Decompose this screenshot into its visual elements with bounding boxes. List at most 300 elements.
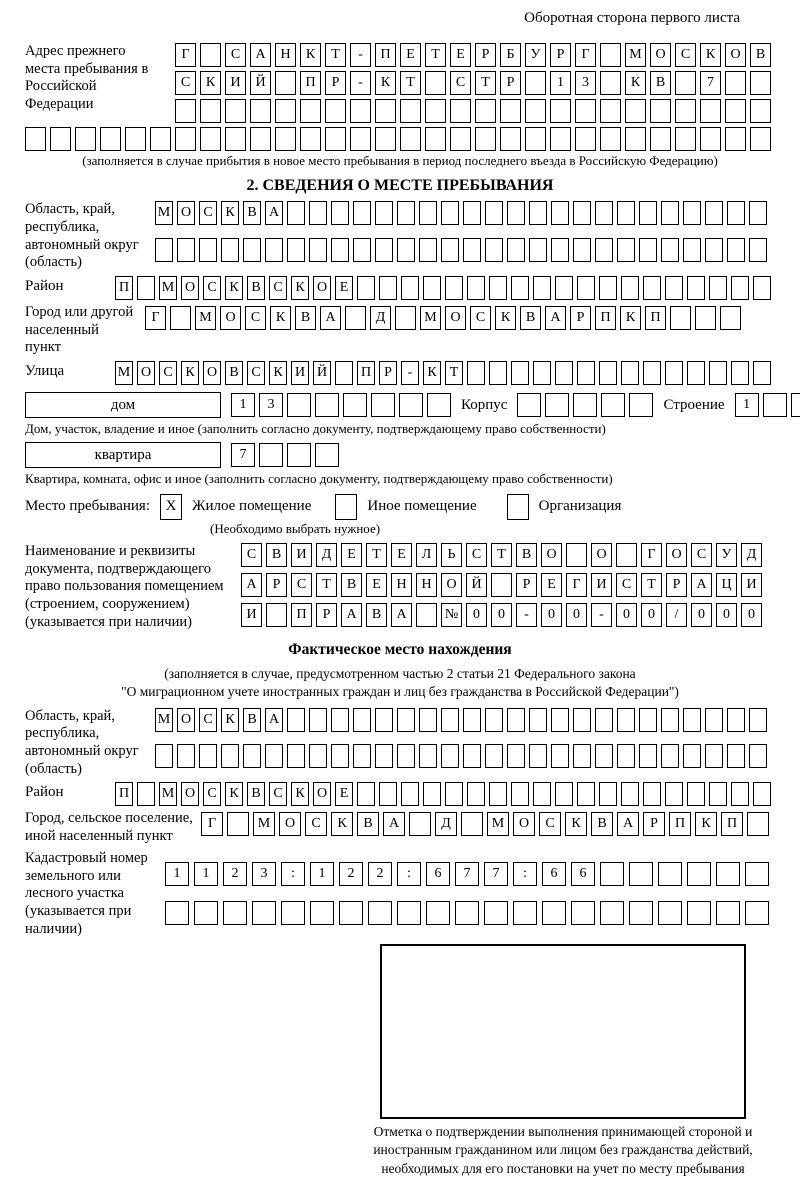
char-cell xyxy=(194,901,218,925)
char-cell xyxy=(700,99,721,123)
char-cell xyxy=(419,201,437,225)
korpus-row xyxy=(517,393,653,417)
checkbox-organization[interactable] xyxy=(507,494,529,520)
char-cell xyxy=(533,782,551,806)
char-cell: С xyxy=(450,71,471,95)
char-cell: 2 xyxy=(339,862,363,886)
char-cell xyxy=(525,127,546,151)
char-cell xyxy=(600,862,624,886)
char-cell: Т xyxy=(400,71,421,95)
char-cell xyxy=(727,708,745,732)
char-cell: Е xyxy=(400,43,421,67)
char-cell xyxy=(661,708,679,732)
char-cell xyxy=(357,276,375,300)
char-cell xyxy=(683,744,701,768)
char-cell xyxy=(243,744,261,768)
char-cell xyxy=(155,744,173,768)
char-cell xyxy=(375,99,396,123)
char-cell: П xyxy=(645,306,666,330)
char-cell: А xyxy=(391,603,412,627)
char-cell xyxy=(252,901,276,925)
char-cell xyxy=(275,99,296,123)
char-cell xyxy=(199,238,217,262)
char-cell xyxy=(339,901,363,925)
char-cell xyxy=(709,361,727,385)
char-cell xyxy=(709,782,727,806)
cadastral-label: Кадастровый номер земельного или лесного участка (указывается при наличии) xyxy=(25,849,148,937)
region-row-2 xyxy=(155,238,775,270)
char-cell xyxy=(577,361,595,385)
char-cell xyxy=(545,393,569,417)
char-cell xyxy=(500,127,521,151)
cadastral-row-2 xyxy=(165,901,775,936)
char-cell xyxy=(687,276,705,300)
char-cell xyxy=(475,99,496,123)
char-cell: К xyxy=(291,782,309,806)
street-row xyxy=(115,361,771,385)
char-cell: С xyxy=(199,708,217,732)
char-cell: К xyxy=(181,361,199,385)
char-cell xyxy=(575,99,596,123)
previous-address-row-2 xyxy=(175,71,775,95)
char-cell xyxy=(287,393,311,417)
char-cell xyxy=(450,99,471,123)
char-cell: К xyxy=(700,43,721,67)
char-cell: Н xyxy=(416,573,437,597)
previous-address-row-1 xyxy=(175,43,775,67)
char-cell xyxy=(485,201,503,225)
char-cell xyxy=(687,361,705,385)
char-cell xyxy=(287,238,305,262)
char-cell: - xyxy=(516,603,537,627)
char-cell xyxy=(600,43,621,67)
char-cell xyxy=(243,238,261,262)
char-cell xyxy=(353,744,371,768)
char-cell xyxy=(687,862,711,886)
actual-location-caption-2: "О миграционном учете иностранных граждан и лиц без гражданства в Российской Федерации") xyxy=(121,684,679,700)
char-cell xyxy=(426,901,450,925)
char-cell xyxy=(525,71,546,95)
char-cell: В xyxy=(341,573,362,597)
char-cell: С xyxy=(203,782,221,806)
char-cell xyxy=(629,393,653,417)
previous-address-label: Адрес прежнего места пребывания в Российской Федерации xyxy=(25,43,149,113)
char-cell xyxy=(639,744,657,768)
char-cell: Р xyxy=(516,573,537,597)
char-cell xyxy=(461,812,483,836)
char-cell xyxy=(357,782,375,806)
document-row-3 xyxy=(241,603,775,629)
char-cell: Г xyxy=(566,573,587,597)
char-cell xyxy=(275,71,296,95)
char-cell: Е xyxy=(335,782,353,806)
char-cell xyxy=(555,782,573,806)
char-cell: О xyxy=(177,708,195,732)
char-cell xyxy=(455,901,479,925)
char-cell: П xyxy=(291,603,312,627)
actual-district-label: Район xyxy=(25,784,64,801)
stamp-caption: Отметка о подтверждении выполнения принимающей стороной и иностранным гражданином или лицом без гражданства действий, необходимых для его постановки на учет по месту пребывания xyxy=(373,1124,753,1176)
char-cell xyxy=(525,99,546,123)
char-cell xyxy=(463,201,481,225)
char-cell: М xyxy=(159,276,177,300)
char-cell xyxy=(517,393,541,417)
char-cell xyxy=(727,201,745,225)
char-cell: А xyxy=(545,306,566,330)
char-cell: А xyxy=(320,306,341,330)
char-cell xyxy=(577,276,595,300)
char-cell xyxy=(625,99,646,123)
char-cell xyxy=(397,238,415,262)
char-cell xyxy=(725,127,746,151)
char-cell: С xyxy=(175,71,196,95)
char-cell xyxy=(177,238,195,262)
section2-title: 2. СВЕДЕНИЯ О МЕСТЕ ПРЕБЫВАНИЯ xyxy=(246,177,554,195)
char-cell xyxy=(621,782,639,806)
char-cell: Е xyxy=(341,543,362,567)
char-cell: О xyxy=(513,812,535,836)
stroenie-row xyxy=(735,393,800,417)
char-cell: 6 xyxy=(426,862,450,886)
char-cell xyxy=(750,99,771,123)
city-row xyxy=(145,306,741,330)
char-cell: С xyxy=(225,43,246,67)
char-cell xyxy=(507,238,525,262)
char-cell: 7 xyxy=(484,862,508,886)
char-cell xyxy=(441,744,459,768)
char-cell xyxy=(467,782,485,806)
char-cell: Т xyxy=(641,573,662,597)
char-cell xyxy=(345,306,366,330)
char-cell xyxy=(665,361,683,385)
region-row-1 xyxy=(155,201,775,233)
district-label: Район xyxy=(25,278,64,294)
char-cell: В xyxy=(366,603,387,627)
char-cell: М xyxy=(420,306,441,330)
char-cell xyxy=(419,744,437,768)
char-cell xyxy=(353,708,371,732)
char-cell: И xyxy=(741,573,762,597)
char-cell xyxy=(259,443,283,467)
actual-region-block xyxy=(25,706,775,779)
char-cell xyxy=(401,782,419,806)
char-cell xyxy=(225,127,246,151)
document-row-2 xyxy=(241,573,775,599)
actual-district-block xyxy=(25,780,775,808)
previous-address-caption: (заполняется в случае прибытия в новое место пребывания в период последнего въезда в Российскую Федерацию) xyxy=(82,153,718,168)
char-cell: 2 xyxy=(223,862,247,886)
char-cell xyxy=(661,238,679,262)
char-cell: С xyxy=(269,276,287,300)
char-cell xyxy=(416,603,437,627)
char-cell xyxy=(423,782,441,806)
char-cell xyxy=(427,393,451,417)
char-cell: 1 xyxy=(735,393,759,417)
char-cell: В xyxy=(243,201,261,225)
char-cell xyxy=(753,782,771,806)
char-cell xyxy=(300,99,321,123)
char-cell: К xyxy=(291,276,309,300)
char-cell: Т xyxy=(475,71,496,95)
char-cell xyxy=(275,127,296,151)
char-cell xyxy=(747,812,769,836)
char-cell xyxy=(643,782,661,806)
actual-city-row xyxy=(201,812,769,836)
house-block xyxy=(25,391,775,419)
actual-region-row-2 xyxy=(155,744,775,776)
char-cell xyxy=(617,708,635,732)
char-cell: М xyxy=(625,43,646,67)
char-cell xyxy=(513,901,537,925)
char-cell: Е xyxy=(366,573,387,597)
stay-type-caption: (Необходимо выбрать нужное) xyxy=(210,520,381,536)
char-cell: Т xyxy=(316,573,337,597)
actual-region-row-1 xyxy=(155,708,775,740)
char-cell xyxy=(175,99,196,123)
char-cell: 1 xyxy=(231,393,255,417)
char-cell xyxy=(419,708,437,732)
char-cell xyxy=(200,99,221,123)
char-cell xyxy=(467,361,485,385)
char-cell xyxy=(731,361,749,385)
char-cell xyxy=(577,782,595,806)
char-cell xyxy=(529,744,547,768)
char-cell xyxy=(399,393,423,417)
char-cell xyxy=(125,127,146,151)
char-cell xyxy=(250,127,271,151)
char-cell: Б xyxy=(500,43,521,67)
char-cell xyxy=(75,127,96,151)
char-cell: К xyxy=(221,708,239,732)
char-cell: 1 xyxy=(194,862,218,886)
char-cell: С xyxy=(466,543,487,567)
char-cell xyxy=(675,99,696,123)
char-cell xyxy=(745,901,769,925)
stamp-box xyxy=(380,944,746,1119)
char-cell: Й xyxy=(313,361,331,385)
char-cell xyxy=(705,744,723,768)
char-cell: В xyxy=(650,71,671,95)
char-cell: С xyxy=(616,573,637,597)
char-cell xyxy=(343,393,367,417)
char-cell xyxy=(379,276,397,300)
char-cell xyxy=(599,276,617,300)
char-cell: В xyxy=(591,812,613,836)
char-cell: 0 xyxy=(491,603,512,627)
char-cell xyxy=(371,393,395,417)
char-cell xyxy=(331,708,349,732)
char-cell xyxy=(716,901,740,925)
char-cell xyxy=(309,201,327,225)
char-cell: О xyxy=(181,782,199,806)
char-cell: К xyxy=(423,361,441,385)
char-cell xyxy=(529,708,547,732)
char-cell: Р xyxy=(500,71,521,95)
char-cell: П xyxy=(375,43,396,67)
char-cell: В xyxy=(750,43,771,67)
document-label: Наименование и реквизиты документа, подтверждающего право пользования помещением (строением, сооружением) (указывается при наличии) xyxy=(25,542,224,630)
actual-city-label: Город, сельское поселение, иной населенный пункт xyxy=(25,810,193,845)
char-cell: О xyxy=(591,543,612,567)
char-cell xyxy=(621,276,639,300)
char-cell: Д xyxy=(435,812,457,836)
char-cell xyxy=(542,901,566,925)
char-cell: И xyxy=(591,573,612,597)
char-cell xyxy=(155,238,173,262)
char-cell xyxy=(575,127,596,151)
char-cell: 3 xyxy=(252,862,276,886)
char-cell xyxy=(485,744,503,768)
char-cell xyxy=(533,276,551,300)
char-cell: М xyxy=(487,812,509,836)
char-cell xyxy=(331,238,349,262)
char-cell: А xyxy=(383,812,405,836)
char-cell: : xyxy=(513,862,537,886)
char-cell: Д xyxy=(370,306,391,330)
house-box: дом xyxy=(25,392,221,418)
char-cell xyxy=(753,361,771,385)
char-cell: Е xyxy=(541,573,562,597)
char-cell: А xyxy=(265,201,283,225)
char-cell xyxy=(616,543,637,567)
char-cell: П xyxy=(669,812,691,836)
char-cell xyxy=(175,127,196,151)
cadastral-block xyxy=(25,848,775,938)
char-cell xyxy=(170,306,191,330)
char-cell xyxy=(467,276,485,300)
char-cell xyxy=(281,901,305,925)
char-cell xyxy=(325,99,346,123)
char-cell: Р xyxy=(570,306,591,330)
char-cell xyxy=(749,744,767,768)
char-cell xyxy=(445,276,463,300)
char-cell xyxy=(731,782,749,806)
region-label: Область, край, республика, автономный округ (область) xyxy=(25,201,139,271)
char-cell xyxy=(665,276,683,300)
char-cell xyxy=(419,238,437,262)
char-cell xyxy=(600,901,624,925)
char-cell: С xyxy=(199,201,217,225)
char-cell: Р xyxy=(666,573,687,597)
char-cell xyxy=(639,238,657,262)
house-number-row xyxy=(231,393,451,417)
char-cell xyxy=(639,201,657,225)
char-cell xyxy=(500,99,521,123)
char-cell xyxy=(595,708,613,732)
char-cell xyxy=(489,782,507,806)
char-cell xyxy=(658,862,682,886)
char-cell xyxy=(749,201,767,225)
char-cell xyxy=(639,708,657,732)
char-cell xyxy=(555,276,573,300)
char-cell: К xyxy=(270,306,291,330)
char-cell xyxy=(50,127,71,151)
char-cell xyxy=(573,238,591,262)
document-row-1 xyxy=(241,543,775,569)
char-cell xyxy=(529,201,547,225)
char-cell: Е xyxy=(335,276,353,300)
char-cell xyxy=(353,238,371,262)
char-cell xyxy=(727,238,745,262)
char-cell: 0 xyxy=(541,603,562,627)
char-cell: О xyxy=(137,361,155,385)
char-cell xyxy=(705,708,723,732)
checkbox-other-premises[interactable] xyxy=(335,494,357,520)
char-cell xyxy=(661,201,679,225)
char-cell: И xyxy=(291,361,309,385)
char-cell: Р xyxy=(643,812,665,836)
char-cell xyxy=(595,238,613,262)
apartment-caption: Квартира, комната, офис и иное (заполнить согласно документу, подтверждающему право собственности) xyxy=(25,471,613,487)
char-cell xyxy=(400,99,421,123)
char-cell: П xyxy=(721,812,743,836)
char-cell xyxy=(200,127,221,151)
char-cell: С xyxy=(269,782,287,806)
actual-region-label: Область, край, республика, автономный округ (область) xyxy=(25,707,139,777)
char-cell xyxy=(445,782,463,806)
char-cell: А xyxy=(250,43,271,67)
char-cell xyxy=(379,782,397,806)
char-cell xyxy=(511,276,529,300)
char-cell: М xyxy=(115,361,133,385)
char-cell xyxy=(489,361,507,385)
char-cell xyxy=(621,361,639,385)
char-cell: Н xyxy=(391,573,412,597)
apartment-block xyxy=(25,441,775,469)
char-cell xyxy=(573,393,597,417)
char-cell xyxy=(310,901,334,925)
char-cell xyxy=(650,127,671,151)
char-cell xyxy=(750,127,771,151)
page-side-note: Оборотная сторона первого листа xyxy=(524,10,740,26)
char-cell xyxy=(687,782,705,806)
checkbox-residential[interactable]: X xyxy=(160,494,182,520)
char-cell xyxy=(395,306,416,330)
char-cell: А xyxy=(691,573,712,597)
char-cell xyxy=(450,127,471,151)
char-cell: К xyxy=(269,361,287,385)
char-cell xyxy=(573,708,591,732)
char-cell xyxy=(665,782,683,806)
char-cell: 7 xyxy=(455,862,479,886)
char-cell: А xyxy=(241,573,262,597)
char-cell xyxy=(675,127,696,151)
char-cell xyxy=(643,276,661,300)
char-cell: С xyxy=(203,276,221,300)
char-cell xyxy=(137,276,155,300)
char-cell xyxy=(425,99,446,123)
char-cell xyxy=(661,744,679,768)
char-cell: С xyxy=(691,543,712,567)
char-cell xyxy=(287,708,305,732)
char-cell: 0 xyxy=(566,603,587,627)
char-cell xyxy=(287,744,305,768)
char-cell xyxy=(750,71,771,95)
char-cell xyxy=(725,71,746,95)
char-cell: Е xyxy=(391,543,412,567)
char-cell xyxy=(529,238,547,262)
char-cell: О xyxy=(650,43,671,67)
char-cell xyxy=(745,862,769,886)
char-cell xyxy=(401,276,419,300)
char-cell xyxy=(511,782,529,806)
char-cell: М xyxy=(195,306,216,330)
char-cell: В xyxy=(225,361,243,385)
char-cell xyxy=(177,744,195,768)
char-cell xyxy=(550,99,571,123)
char-cell xyxy=(425,127,446,151)
previous-address-row-4 xyxy=(25,127,775,151)
